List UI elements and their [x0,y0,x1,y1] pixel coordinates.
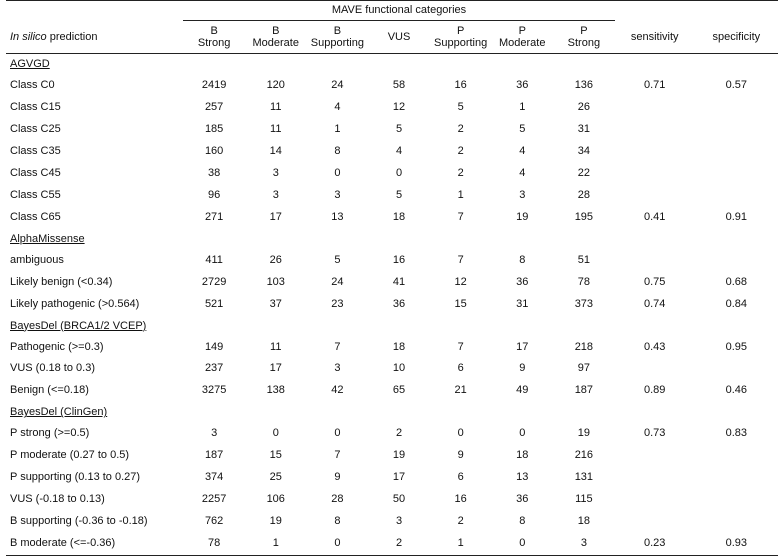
count-cell: 31 [577,122,590,135]
count-cell: 37 [269,297,282,310]
sensitivity-cell [615,141,695,163]
mave-group-header: MAVE functional categories [183,1,614,21]
row-label: Class C15 [10,100,61,113]
sensitivity-cell [615,250,695,272]
col-header-p-moderate [491,21,553,54]
count-cell: 3275 [201,384,227,397]
count-cell: 23 [331,297,344,310]
col-header-line1: B [210,25,218,37]
count-cell: 42 [331,384,344,397]
count-cell: 26 [269,253,282,266]
count-cell: 19 [577,427,590,440]
col-header-line2: Strong [567,37,601,49]
count-cell: 160 [204,144,224,157]
count-cell: 7 [457,340,464,353]
section-name: BayesDel (ClinGen) [10,406,108,419]
count-cell: 131 [574,471,594,484]
count-cell: 120 [266,79,285,91]
count-cell: 0 [457,427,464,440]
count-cell: 149 [204,340,224,353]
count-cell: 2729 [201,275,227,288]
count-cell: 26 [577,100,590,113]
sensitivity-cell: 0.89 [643,384,666,397]
count-cell: 103 [266,275,285,288]
prediction-table [6,0,778,556]
count-cell: 16 [454,493,467,506]
row-label: VUS (0.18 to 0.3) [10,362,95,375]
count-cell: 12 [392,100,406,113]
table-row [6,467,778,489]
row-label: B supporting (-0.36 to -0.18) [10,515,148,528]
specificity-cell: 0.84 [725,297,748,310]
count-cell: 49 [516,384,529,397]
count-cell: 0 [491,533,553,555]
count-cell: 9 [334,471,341,484]
col-header-line1: P [456,25,465,37]
row-label: Class C0 [10,79,55,91]
section-header-row [6,54,778,76]
col-header-line1: VUS [387,31,411,43]
col-header-line1: P [580,25,588,37]
col-header-b-supporting [307,21,369,54]
row-label: Likely benign (<0.34) [10,275,113,288]
section-spacer [183,402,778,423]
count-cell: 5 [395,122,403,135]
section-name: AGVGD [10,58,50,70]
specificity-cell: 0.46 [725,384,748,397]
count-cell: 3 [395,515,403,528]
sensitivity-cell: 0.73 [643,427,666,440]
table-body [6,1,778,556]
count-cell: 15 [269,449,282,462]
section-name: BayesDel (BRCA1/2 VCEP) [10,319,147,332]
count-cell: 187 [574,384,594,397]
count-cell: 1 [457,188,464,201]
specificity-cell: 0.57 [725,79,748,91]
table-row [6,75,778,97]
corner-label-rest: prediction [46,30,98,43]
count-cell: 2 [457,144,464,157]
count-cell: 0 [307,533,369,555]
col-header-sensitivity: sensitivity [615,21,695,54]
count-cell: 3 [211,427,218,440]
table-row [6,163,778,185]
specificity-cell [695,358,778,380]
count-cell: 8 [334,515,341,528]
specificity-cell: 0.91 [725,210,748,223]
count-cell: 0 [395,166,403,179]
table-row [6,533,778,555]
count-cell: 2 [457,166,464,179]
count-cell: 3 [519,188,526,201]
count-cell: 6 [457,471,464,484]
count-cell: 7 [334,449,341,462]
count-cell: 237 [204,362,224,375]
count-cell: 185 [204,122,224,135]
group-header-row [6,1,778,21]
count-cell: 136 [574,79,594,91]
table-row [6,337,778,359]
specificity-cell [695,119,778,141]
count-cell: 0 [334,166,341,179]
count-cell: 2 [457,515,464,528]
row-label: Class C35 [10,144,61,157]
count-cell: 374 [204,471,224,484]
count-cell: 36 [516,275,529,288]
count-cell: 115 [575,493,593,506]
table-row [6,358,778,380]
col-header-line2: Moderate [499,37,546,49]
count-cell: 5 [457,100,464,113]
count-cell: 65 [392,384,406,397]
table-row [6,119,778,141]
count-cell: 4 [334,100,341,113]
col-header-p-strong [553,21,615,54]
count-cell: 41 [392,275,406,288]
specificity-cell: 0.83 [725,427,748,440]
row-label: Benign (<=0.18) [10,384,89,397]
row-label: P supporting (0.13 to 0.27) [10,471,141,484]
specificity-cell [695,511,778,533]
specificity-cell: 0.93 [695,533,778,555]
count-cell: 12 [454,275,467,288]
col-header-line1: B [272,25,280,37]
sensitivity-cell [615,119,695,141]
count-cell: 5 [519,122,526,135]
count-cell: 25 [269,471,282,484]
count-cell: 21 [454,384,467,397]
column-header-row [6,21,778,54]
count-cell: 5 [334,253,341,266]
row-label: Class C25 [10,122,61,135]
count-cell: 11 [270,122,282,135]
count-cell: 106 [266,493,285,506]
count-cell: 58 [392,79,406,91]
section-spacer [183,316,778,337]
section-header-row [6,402,778,423]
specificity-cell [695,250,778,272]
count-cell: 6 [457,362,464,375]
count-cell: 1 [519,100,526,113]
count-cell: 78 [577,275,590,288]
count-cell: 50 [392,493,406,506]
count-cell: 11 [270,100,282,113]
sensitivity-cell: 0.74 [643,297,666,310]
count-cell: 7 [457,210,464,223]
sensitivity-cell [615,511,695,533]
sensitivity-cell [615,489,695,511]
section-name: AlphaMissense [10,232,85,245]
count-cell: 2419 [201,79,227,91]
sensitivity-cell: 0.23 [615,533,695,555]
count-cell: 521 [204,297,224,310]
count-cell: 34 [577,144,590,157]
count-cell: 2 [368,533,430,555]
table-row [6,141,778,163]
count-cell: 19 [392,449,406,462]
col-header-vus [368,21,430,54]
count-cell: 18 [516,449,529,462]
table-row [6,445,778,467]
sensitivity-cell: 0.71 [643,79,666,91]
sensitivity-cell [615,97,695,119]
row-label: Pathogenic (>=0.3) [10,340,104,353]
count-cell: 16 [392,253,406,266]
count-cell: 195 [574,210,594,223]
count-cell: 28 [331,493,344,506]
count-cell: 16 [454,79,467,91]
sensitivity-cell: 0.41 [643,210,666,223]
count-cell: 36 [516,79,529,91]
count-cell: 0 [334,427,341,440]
count-cell: 17 [516,340,529,353]
specificity-cell: 0.95 [725,340,748,353]
count-cell: 0 [519,427,526,440]
count-cell: 3 [272,166,279,179]
section-header-row [6,316,778,337]
count-cell: 8 [519,253,526,266]
sensitivity-cell [615,163,695,185]
specificity-cell [695,489,778,511]
count-cell: 2 [457,122,464,135]
count-cell: 138 [266,384,285,397]
count-cell: 24 [331,79,344,91]
table-row [6,294,778,316]
count-cell: 4 [519,166,526,179]
count-cell: 51 [577,253,590,266]
col-header-line1: P [518,25,526,37]
count-cell: 36 [392,297,406,310]
row-label: P moderate (0.27 to 0.5) [10,449,130,462]
count-cell: 3 [272,188,279,201]
sensitivity-spacer [615,1,695,21]
sensitivity-cell: 0.75 [643,275,666,288]
section-header-row [6,229,778,250]
col-header-p-supporting [430,21,492,54]
col-header-line2: Moderate [252,37,299,49]
table-row [6,511,778,533]
count-cell: 19 [269,515,282,528]
count-cell: 10 [392,362,406,375]
count-cell: 14 [269,144,282,157]
row-label: Class C65 [10,210,61,223]
row-label: Likely pathogenic (>0.564) [10,297,140,310]
count-cell: 257 [204,100,224,113]
row-label: B moderate (<=-0.36) [6,533,183,555]
sensitivity-cell [615,445,695,467]
corner-label-italic: In silico [10,30,47,43]
row-label: P strong (>=0.5) [10,427,90,440]
row-label: VUS (-0.18 to 0.13) [10,493,105,506]
count-cell: 78 [183,533,245,555]
count-cell: 2257 [201,493,227,506]
col-header-line2: Supporting [310,37,364,49]
count-cell: 17 [269,210,282,223]
count-cell: 4 [395,144,403,157]
col-header-line2: Strong [197,37,231,49]
col-header-b-moderate [245,21,307,54]
count-cell: 22 [577,166,590,179]
col-header-line1: B [333,25,342,37]
count-cell: 19 [516,210,529,223]
specificity-cell: 0.68 [725,275,748,288]
corner-spacer [6,1,183,21]
count-cell: 17 [269,362,282,375]
count-cell: 7 [457,253,464,266]
table-row [6,185,778,207]
count-cell: 9 [519,362,526,375]
sensitivity-cell [615,185,695,207]
section-spacer [183,229,778,250]
count-cell: 187 [204,449,224,462]
count-cell: 96 [208,188,221,201]
count-cell: 373 [574,297,594,310]
count-cell: 13 [516,471,529,484]
sensitivity-cell: 0.43 [643,340,666,353]
count-cell: 762 [204,515,224,528]
count-cell: 218 [574,340,594,353]
count-cell: 15 [454,297,467,310]
section-spacer [183,54,778,76]
count-cell: 2 [395,427,403,440]
count-cell: 216 [574,449,594,462]
count-cell: 18 [577,515,590,528]
table-row [6,97,778,119]
specificity-cell [695,97,778,119]
table-row [6,250,778,272]
count-cell: 11 [270,340,282,353]
specificity-cell [695,163,778,185]
count-cell: 17 [392,471,406,484]
specificity-cell [695,445,778,467]
specificity-cell [695,141,778,163]
count-cell: 24 [331,275,344,288]
table-row [6,489,778,511]
count-cell: 5 [395,188,403,201]
count-cell: 1 [430,533,492,555]
count-cell: 28 [577,188,590,201]
table-row [6,423,778,445]
col-header-specificity: specificity [695,21,778,54]
row-label: Class C55 [10,188,61,201]
specificity-cell [695,467,778,489]
count-cell: 8 [334,144,341,157]
count-cell: 18 [392,340,406,353]
count-cell: 0 [272,427,279,440]
row-label: ambiguous [10,253,64,266]
count-cell: 97 [577,362,590,375]
sensitivity-cell [615,467,695,489]
count-cell: 18 [392,210,406,223]
table-row [6,272,778,294]
col-header-line2: Supporting [434,37,488,49]
table-row [6,207,778,229]
count-cell: 1 [334,122,341,135]
count-cell: 3 [553,533,615,555]
count-cell: 4 [519,144,526,157]
row-label: Class C45 [10,166,61,179]
count-cell: 3 [334,188,341,201]
sensitivity-cell [615,358,695,380]
col-header-b-strong [183,21,245,54]
specificity-spacer [695,1,778,21]
count-cell: 271 [204,210,224,223]
count-cell: 9 [457,449,464,462]
table-row [6,380,778,402]
count-cell: 3 [334,362,341,375]
corner-label [6,21,183,54]
count-cell: 31 [516,297,529,310]
count-cell: 36 [516,493,529,506]
count-cell: 38 [208,166,221,179]
count-cell: 13 [331,210,344,223]
count-cell: 411 [205,253,223,266]
specificity-cell [695,185,778,207]
count-cell: 1 [245,533,307,555]
count-cell: 7 [334,340,341,353]
count-cell: 8 [519,515,526,528]
